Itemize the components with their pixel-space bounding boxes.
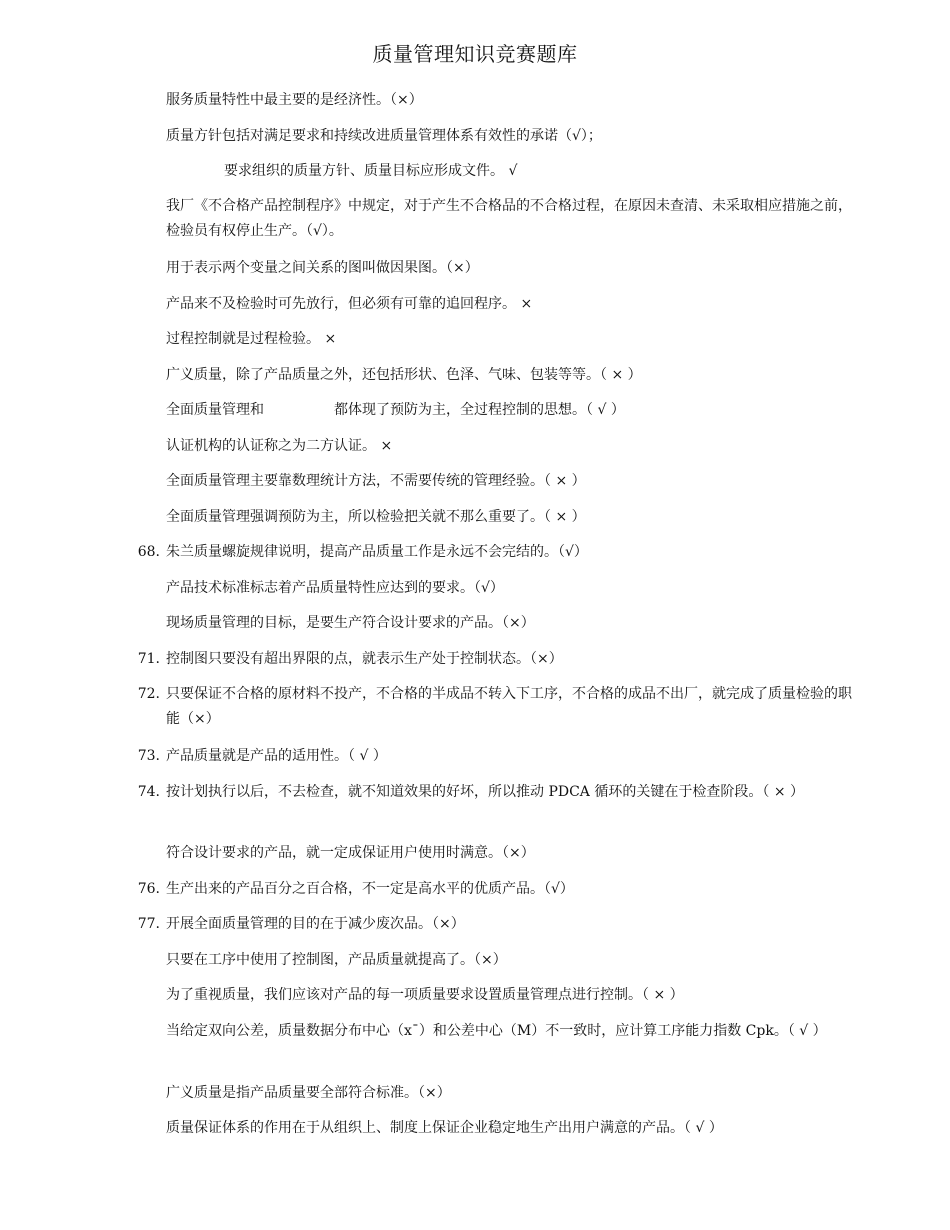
item-text: 按计划执行以后，不去检查，就不知道效果的好坏，所以推动 PDCA 循环的关键在于检查阶段。（ × ）: [166, 784, 804, 800]
item-text: 服务质量特性中最主要的是经济性。（×）: [166, 92, 423, 108]
item-text: 我厂《不合格产品控制程序》中规定，对于产生不合格品的不合格过程，在原因未查清、未采取相应措施之前，检验员有权停止生产。（√）。: [166, 198, 852, 239]
item-text: 朱兰质量螺旋规律说明，提高产品质量工作是永远不会完结的。（√）: [166, 544, 588, 560]
list-item: [166, 434, 856, 459]
item-text: 要求组织的质量方针、质量目标应形成文件。 √: [224, 163, 518, 179]
list-item: [166, 88, 856, 113]
list-item: [166, 983, 856, 1008]
list-item: [166, 327, 856, 352]
list-item: [166, 194, 856, 244]
item-number: 76.: [137, 881, 160, 897]
list-item: [166, 363, 856, 388]
list-item: [166, 398, 856, 423]
item-text: 全面质量管理强调预防为主，所以检验把关就不那么重要了。（ × ）: [166, 509, 586, 525]
list-item: [166, 124, 856, 149]
list-item: [166, 841, 856, 866]
list-item: [166, 1116, 856, 1141]
list-item: [166, 505, 856, 530]
item-text-part-b: 都体现了预防为主，全过程控制的思想。（ √ ）: [334, 402, 625, 418]
item-number: 77.: [137, 916, 160, 932]
list-item: [137, 912, 856, 937]
item-text: 广义质量，除了产品质量之外，还包括形状、色泽、气味、包装等等。（ × ）: [166, 367, 642, 383]
item-text: 当给定双向公差，质量数据分布中心（x¯）和公差中心（M）不一致时，应计算工序能力指数 Cpk。（ √ ）: [166, 1023, 827, 1039]
list-item: [166, 1019, 856, 1044]
item-text: 为了重视质量，我们应该对产品的每一项质量要求设置质量管理点进行控制。（ × ）: [166, 987, 684, 1003]
item-text: 产品来不及检验时可先放行，但必须有可靠的追回程序。 ×: [166, 296, 533, 312]
item-text: 符合设计要求的产品，就一定成保证用户使用时满意。（×）: [166, 845, 535, 861]
item-text: 只要保证不合格的原材料不投产，不合格的半成品不转入下工序，不合格的成品不出厂，就完成了质量检验的职能（×）: [166, 686, 852, 727]
item-number: 72.: [137, 686, 160, 702]
item-text: 开展全面质量管理的目的在于减少废次品。（×）: [166, 916, 465, 932]
item-text: 广义质量是指产品质量要全部符合标准。（×）: [166, 1085, 451, 1101]
item-text: 产品技术标准标志着产品质量特性应达到的要求。（√）: [166, 580, 504, 596]
list-item: [166, 292, 856, 317]
list-item: [166, 256, 856, 281]
item-text: 生产出来的产品百分之百合格，不一定是高水平的优质产品。（√）: [166, 881, 574, 897]
item-text-part-a: 全面质量管理和: [166, 402, 264, 418]
item-number: 71.: [137, 651, 160, 667]
list-item: [137, 744, 856, 769]
page-title: 质量管理知识竞赛题库: [372, 42, 578, 66]
item-number: 73.: [137, 748, 160, 764]
list-item: [137, 877, 856, 902]
list-item: [137, 682, 856, 732]
list-item: [166, 1081, 856, 1106]
item-number: 68.: [137, 544, 160, 560]
list-item: [166, 576, 856, 601]
list-item: [137, 647, 856, 672]
list-item: [224, 159, 914, 184]
list-item: [137, 540, 856, 565]
item-text: 过程控制就是过程检验。 ×: [166, 331, 337, 347]
item-text: 全面质量管理主要靠数理统计方法，不需要传统的管理经验。（ × ）: [166, 473, 586, 489]
item-text: 只要在工序中使用了控制图，产品质量就提高了。（×）: [166, 952, 507, 968]
item-text: 用于表示两个变量之间关系的图叫做因果图。（×）: [166, 260, 479, 276]
list-item: [137, 780, 856, 805]
item-text: 现场质量管理的目标，是要生产符合设计要求的产品。（×）: [166, 615, 535, 631]
item-text: 控制图只要没有超出界限的点，就表示生产处于控制状态。（×）: [166, 651, 563, 667]
item-text: 质量保证体系的作用在于从组织上、制度上保证企业稳定地生产出用户满意的产品。（ √ ）: [166, 1120, 723, 1136]
list-item: [166, 469, 856, 494]
item-text: 认证机构的认证称之为二方认证。 ×: [166, 438, 393, 454]
item-text: 产品质量就是产品的适用性。（ √ ）: [166, 748, 387, 764]
list-item: [166, 611, 856, 636]
item-number: 74.: [137, 784, 160, 800]
list-item: [166, 948, 856, 973]
item-text: 质量方针包括对满足要求和持续改进质量管理体系有效性的承诺（√）；: [166, 128, 602, 144]
